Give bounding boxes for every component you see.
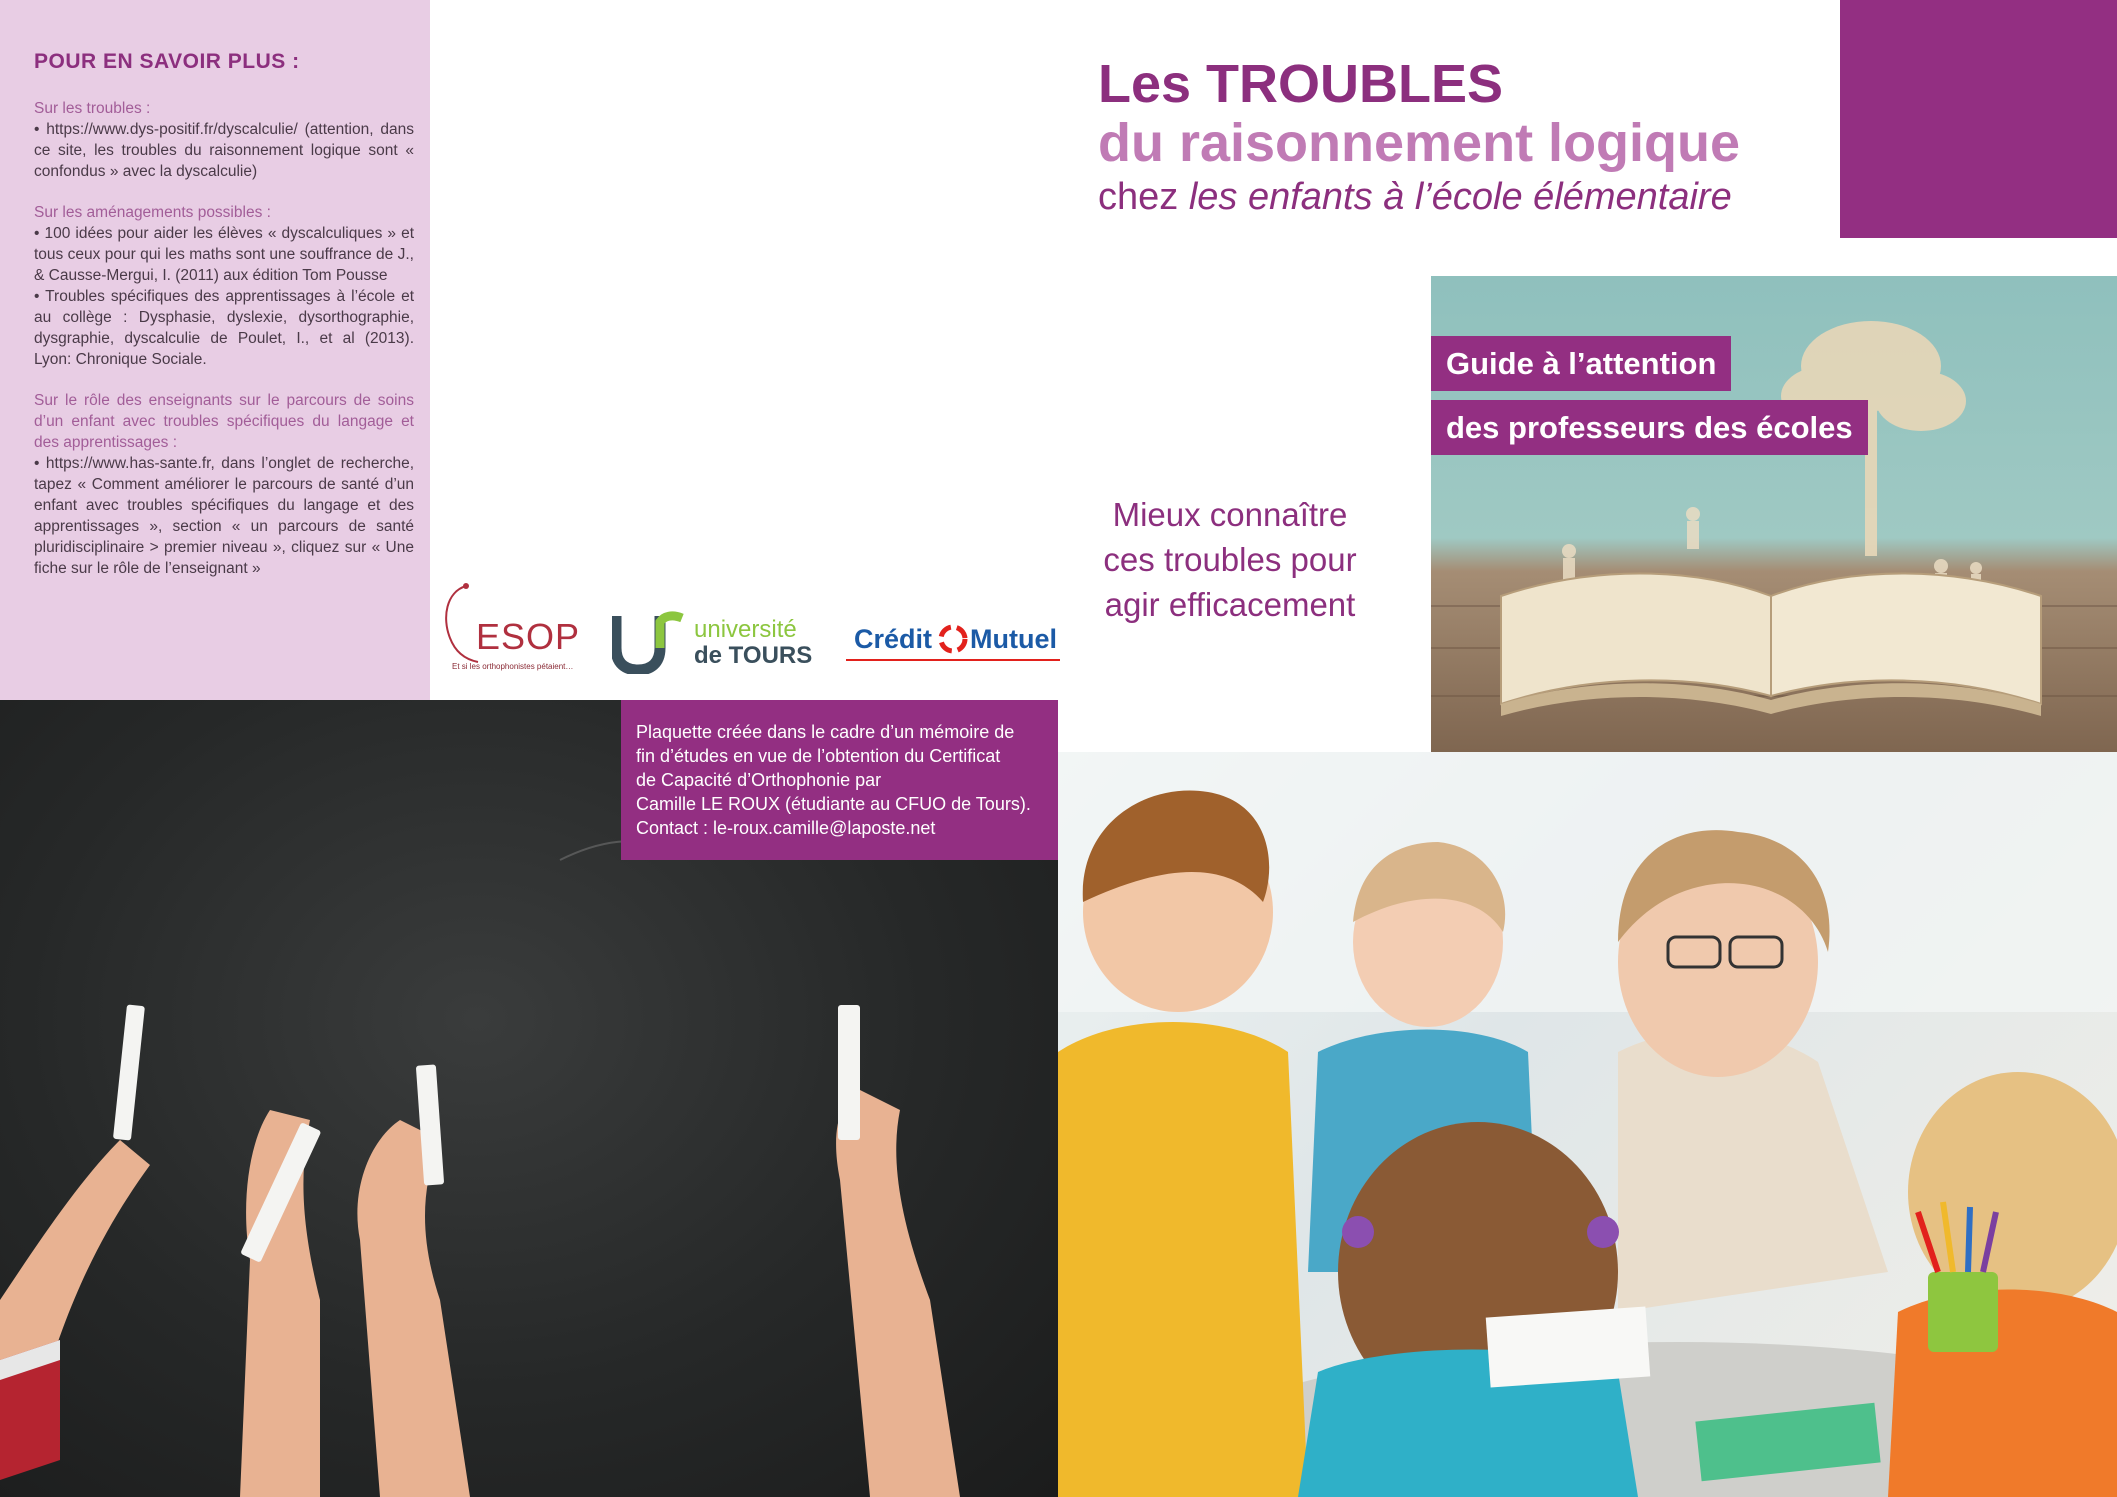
credits-line: de Capacité d’Orthophonie par: [636, 770, 882, 790]
title-line-3-italic: les enfants à l’école élémentaire: [1188, 176, 1732, 218]
university-tours-logo: [612, 610, 822, 674]
info-heading: Sur les aménagements possibles :: [34, 204, 271, 221]
title-line-1: Les TROUBLES: [1098, 54, 1504, 114]
credits-line: Camille LE ROUX (étudiante au CFUO de Tours).: [636, 794, 1031, 814]
tagline-line: Mieux connaître: [1112, 496, 1348, 533]
credits-box: [621, 700, 1058, 860]
guide-label-line-1: Guide à l’attention: [1431, 336, 1731, 391]
info-body: • https://www.dys-positif.fr/dyscalculie/ (attention, dans ce site, les troubles du raisonnement logique sont « confondus » avec la dyscalculie): [34, 121, 414, 180]
corner-color-block: [1840, 0, 2117, 238]
credits-line: Plaquette créée dans le cadre d’un mémoire de: [636, 722, 1015, 742]
info-heading: Sur le rôle des enseignants sur le parcours de soins d’un enfant avec troubles spécifiques du langage et des apprentissages :: [34, 392, 414, 451]
classroom-photo: [1058, 752, 2117, 1497]
esop-logo: [438, 578, 588, 684]
credit-mutuel-logo: [846, 620, 1060, 662]
info-section-role: [34, 390, 414, 579]
info-body: • 100 idées pour aider les élèves « dyscalculiques » et tous ceux pour qui les maths sont une souffrance de J., & Causse-Mergui, I. (2011) aux édition Tom Pousse • Troubles spécifiques des apprentissages à l’école et au collège : Dysphasie, dyslexie, dysorthographie, dysgraphie, dyscalculie de Poulet, I., et al (2013). Lyon: Chronique Sociale.: [34, 225, 414, 368]
esop-logo-motto: Et si les orthophonistes pétaient…: [452, 662, 574, 671]
esop-logo-text: ESOP: [476, 616, 581, 657]
university-name-line1: université: [694, 616, 797, 643]
brochure-title: [1098, 54, 1858, 222]
credit-mutuel-emblem-icon: [938, 624, 968, 654]
info-title: POUR EN SAVOIR PLUS :: [34, 50, 300, 73]
credit-mutuel-underline: [846, 659, 1060, 661]
guide-label-line-2: des professeurs des écoles: [1431, 400, 1868, 455]
tagline: [1080, 492, 1380, 627]
info-panel: [0, 0, 430, 700]
info-body: • https://www.has-sante.fr, dans l’onglet de recherche, tapez « Comment améliorer le parcours de santé d’un enfant avec troubles spécifiques du langage et des apprentissages », section « un parcours de santé pluridisciplinaire > premier niveau », cliquez sur « Une fiche sur le rôle de l’enseignant »: [34, 455, 414, 577]
tagline-line: agir efficacement: [1104, 586, 1356, 623]
book-photo: [1431, 276, 2117, 752]
credit-mutuel-text-a: Crédit: [854, 624, 933, 654]
title-line-3-prefix: chez: [1098, 176, 1189, 218]
credits-line: Contact : le-roux.camille@laposte.net: [636, 818, 936, 838]
info-section-amenagements: [34, 202, 414, 370]
title-line-3: [1098, 172, 1858, 222]
credits-line: fin d’études en vue de l’obtention du Certificat: [636, 746, 1001, 766]
info-heading: Sur les troubles :: [34, 100, 151, 117]
tagline-line: ces troubles pour: [1103, 541, 1357, 578]
title-line-2: du raisonnement logique: [1098, 113, 1741, 173]
university-name-line2: de TOURS: [694, 642, 813, 669]
info-section-troubles: [34, 98, 414, 182]
credit-mutuel-text-b: Mutuel: [970, 624, 1057, 654]
